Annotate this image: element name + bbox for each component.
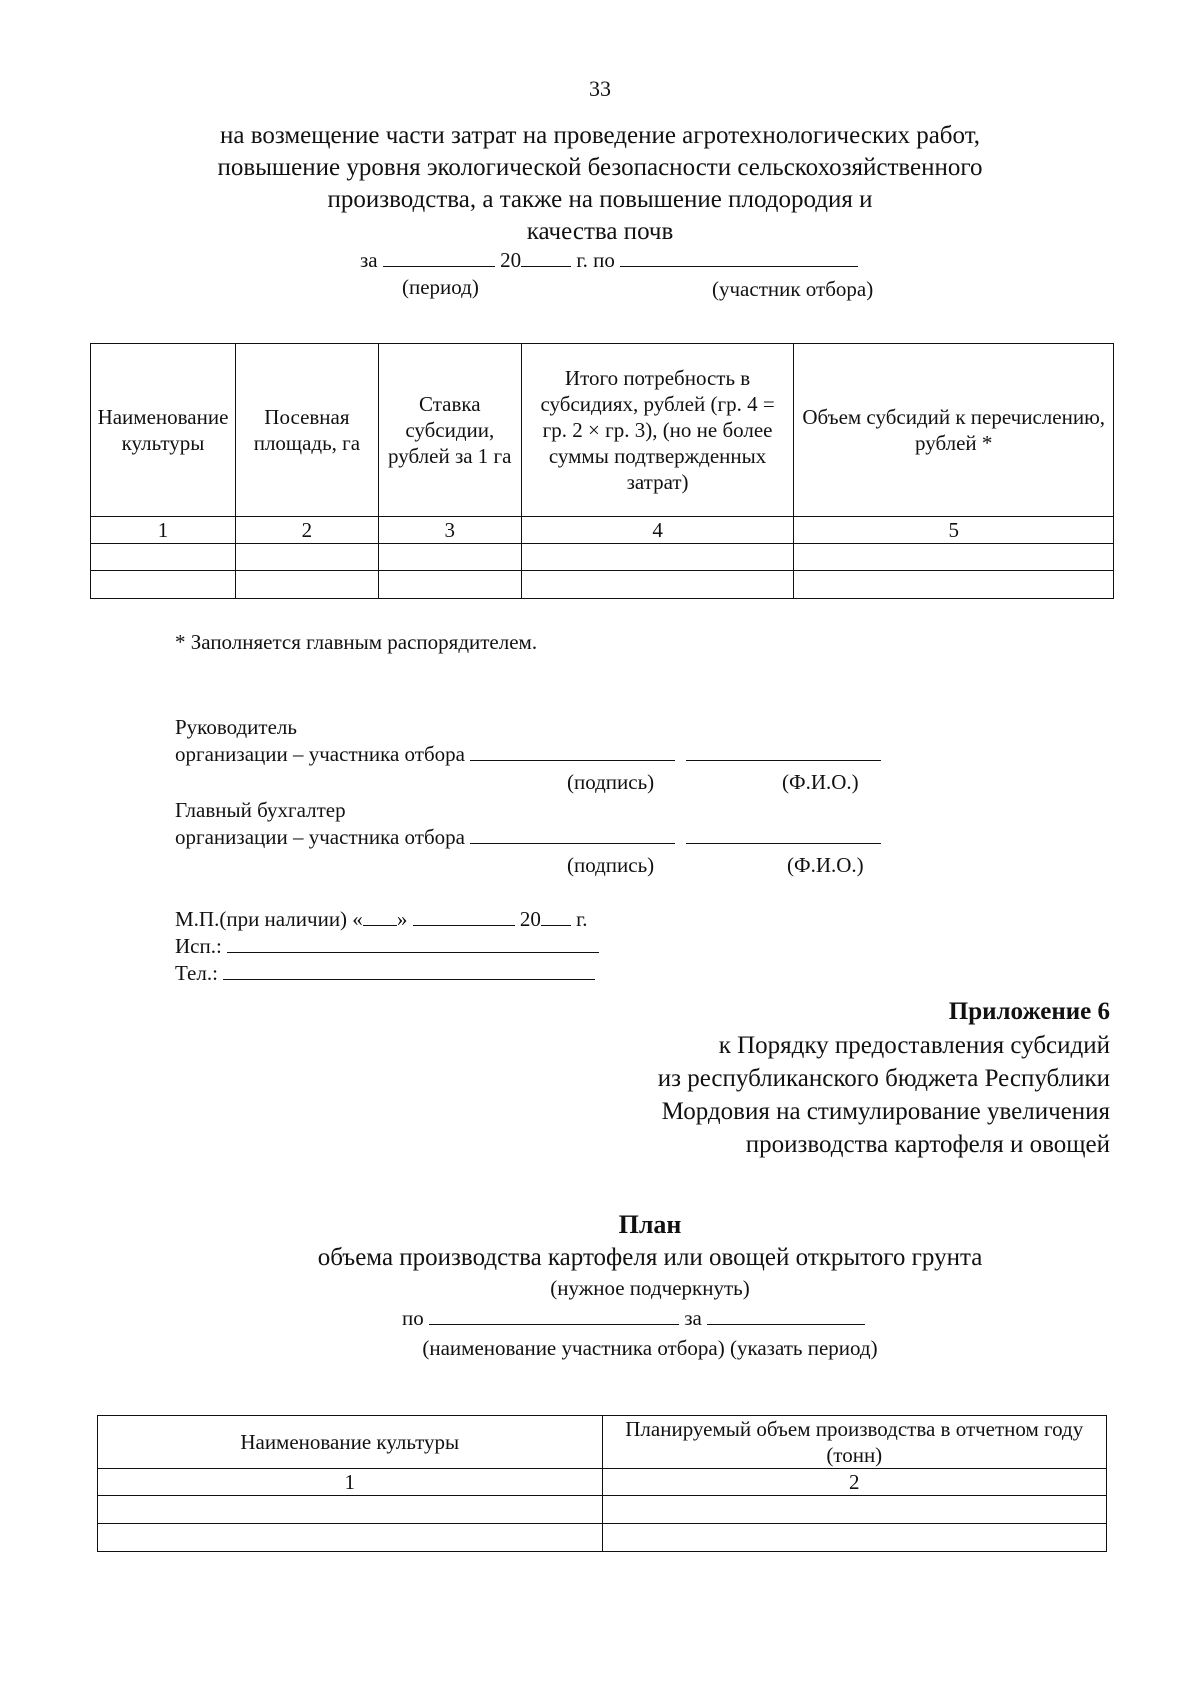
table-row [91,517,1114,544]
plan-header-planned-volume: Планируемый объем производства в отчетном году (тонн) [602,1416,1107,1469]
table-header-row [91,344,1114,517]
form-title-line-2: повышение уровня экологической безопасности сельскохозяйственного [217,154,983,181]
period-row [360,248,858,273]
appendix-title: Приложение 6 [948,998,1110,1025]
day-blank[interactable] [363,907,397,926]
table-row[interactable] [98,1496,1107,1524]
accountant-name-blank[interactable] [686,825,881,844]
head-title-line-2 [175,741,881,768]
executor-line [175,933,599,960]
table-row[interactable] [91,544,1114,571]
underline-note: (нужное подчеркнуть) [550,1276,750,1300]
plan-za-label: за [684,1306,702,1330]
appendix-line-3: Мордовия на стимулирование увеличения [661,1098,1110,1125]
accountant-name-caption: (Ф.И.О.) [787,853,864,877]
table-cell[interactable] [794,544,1114,571]
plan-column-number-2: 2 [602,1469,1107,1496]
plan-participant-blank[interactable] [429,1306,679,1325]
period-blank[interactable] [383,248,495,267]
table-cell[interactable] [235,544,378,571]
table-cell[interactable] [794,571,1114,599]
appendix-line-4: производства картофеля и овощей [745,1131,1110,1158]
form-title-line-3: производства, а также на повышение плодородия и [327,186,873,213]
head-signature-blank[interactable] [470,742,675,761]
column-number-5: 5 [794,517,1114,544]
header-total-need: Итого потребность в субсидиях, рублей (гр. 4 = гр. 2 × гр. 3), (но не более суммы подтвержденных затрат) [521,344,794,517]
table-cell[interactable] [98,1524,603,1552]
table-cell[interactable] [602,1496,1107,1524]
header-crop-name: Наименование культуры [91,344,236,517]
head-sign-caption: (подпись) [567,770,655,794]
page-number: 33 [589,76,611,101]
table-cell[interactable] [602,1524,1107,1552]
column-number-3: 3 [378,517,521,544]
executor-label: Исп.: [175,934,222,958]
plan-period-blank[interactable] [707,1306,865,1325]
table-cell[interactable] [98,1496,603,1524]
phone-blank[interactable] [223,961,595,980]
plan-captions: (наименование участника отбора) (указать период) [422,1336,878,1360]
table-cell[interactable] [378,571,521,599]
accountant-title-line-1: Главный бухгалтер [175,798,346,822]
plan-participant-row [402,1306,865,1331]
column-number-2: 2 [235,517,378,544]
period-za-label: за [360,248,378,272]
table-cell[interactable] [521,571,794,599]
participant-blank[interactable] [620,248,858,267]
accountant-org-label: организации – участника отбора [175,825,465,849]
period-caption: (период) [402,275,479,299]
stamp-year-label: 20 [519,907,541,931]
period-po-label: г. по [576,248,615,272]
table-row [98,1469,1107,1496]
accountant-title-line-2 [175,824,881,851]
plan-po-label: по [402,1306,424,1330]
executor-blank[interactable] [227,934,599,953]
table-cell[interactable] [91,544,236,571]
plan-column-number-1: 1 [98,1469,603,1496]
column-number-1: 1 [91,517,236,544]
table-row[interactable] [91,571,1114,599]
header-sown-area: Посевная площадь, га [235,344,378,517]
header-transfer-volume: Объем субсидий к перечислению, рублей * [794,344,1114,517]
phone-line [175,960,595,987]
head-name-blank[interactable] [686,742,881,761]
header-subsidy-rate: Ставка субсидии, рублей за 1 га [378,344,521,517]
accountant-sign-caption: (подпись) [567,853,655,877]
appendix-line-2: из республиканского бюджета Республики [657,1065,1110,1092]
accountant-signature-blank[interactable] [470,825,675,844]
period-year-label: 20 [500,248,522,272]
plan-title: План [618,1210,682,1239]
head-org-label: организации – участника отбора [175,742,465,766]
table-cell[interactable] [521,544,794,571]
column-number-4: 4 [521,517,794,544]
stamp-label: М.П.(при наличии) « [175,907,363,931]
table-row[interactable] [98,1524,1107,1552]
table-cell[interactable] [378,544,521,571]
stamp-g-label: г. [576,907,588,931]
plan-table [97,1415,1107,1552]
head-title-line-1: Руководитель [175,715,297,739]
subsidy-table [90,343,1114,599]
table-cell[interactable] [91,571,236,599]
stamp-quote-close: » [396,907,408,931]
stamp-year-blank[interactable] [541,907,571,926]
footnote: * Заполняется главным распорядителем. [175,630,538,654]
appendix-line-1: к Порядку предоставления субсидий [718,1032,1110,1059]
plan-subtitle: объема производства картофеля или овощей открытого грунта [317,1244,983,1271]
plan-header-crop-name: Наименование культуры [98,1416,603,1469]
participant-caption: (участник отбора) [712,277,874,301]
year-blank[interactable] [521,248,571,267]
stamp-line [175,906,588,933]
plan-table-header-row [98,1416,1107,1469]
form-title-line-4: качества почв [526,218,674,245]
table-cell[interactable] [235,571,378,599]
head-name-caption: (Ф.И.О.) [782,770,859,794]
month-blank[interactable] [413,907,515,926]
form-title-line-1: на возмещение части затрат на проведение агротехнологических работ, [219,122,980,149]
phone-label: Тел.: [175,961,218,985]
